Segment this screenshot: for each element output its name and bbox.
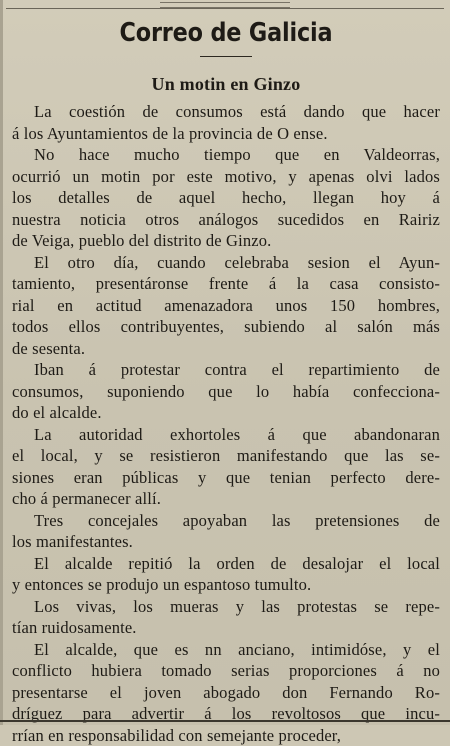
article-paragraph <box>12 596 440 639</box>
article-line: El alcalde, que es nn anciano, intimidóse, y el <box>12 639 440 661</box>
title-rule <box>200 56 252 57</box>
article-line: Tres concejales apoyaban las pretensiones de <box>12 510 440 532</box>
article-line: El alcalde repitió la orden de desalojar el local <box>12 553 440 575</box>
article-line: nuestra noticia otros análogos sucedidos en Rairiz <box>12 209 440 231</box>
article-line: todos ellos contribuyentes, subiendo al salón más <box>12 316 440 338</box>
article-line: de sesenta. <box>12 338 440 360</box>
page-edge <box>0 0 3 725</box>
article-paragraph <box>12 424 440 510</box>
article-line: ocurrió un motin por este motivo, y apenas olvi lados <box>12 166 440 188</box>
article-line: El otro día, cuando celebraba sesion el Ayun- <box>12 252 440 274</box>
article-paragraph <box>12 101 440 144</box>
article-paragraph <box>12 553 440 596</box>
article-line: consumos, suponiendo que lo había confecciona- <box>12 381 440 403</box>
article-line: y entonces se produjo un espantoso tumulto. <box>12 574 440 596</box>
article-body <box>12 101 440 746</box>
bottom-rule <box>0 720 450 722</box>
article-paragraph <box>12 510 440 553</box>
article-paragraph <box>12 144 440 252</box>
article-line: rial en actitud amenazadora unos 150 hombres, <box>12 295 440 317</box>
article-line: presentarse el joven abogado don Fernando Ro- <box>12 682 440 704</box>
article-line: Los vivas, los mueras y las protestas se repe- <box>12 596 440 618</box>
article-line: No hace mucho tiempo que en Valdeorras, <box>12 144 440 166</box>
article-line: tamiento, presentáronse frente á la casa consisto- <box>12 273 440 295</box>
article-line: Iban á protestar contra el repartimiento de <box>12 359 440 381</box>
article-line: los manifestantes. <box>12 531 440 553</box>
article-paragraph <box>12 252 440 360</box>
section-title: Correo de Galicia <box>42 0 410 51</box>
article-headline: Un motin en Ginzo <box>12 72 440 96</box>
article-line: tían ruidosamente. <box>12 617 440 639</box>
article-line: el local, y se resistieron manifestando que las se- <box>12 445 440 467</box>
article-line: conflicto hubiera tomado serias proporciones á no <box>12 660 440 682</box>
article-line: de Veiga, pueblo del distrito de Ginzo. <box>12 230 440 252</box>
article-line: siones eran públicas y que tenian perfecto dere- <box>12 467 440 489</box>
article-line: do el alcalde. <box>12 402 440 424</box>
article-paragraph <box>12 639 440 746</box>
article-line: los detalles de aquel hecho, llegan hoy á <box>12 187 440 209</box>
article-line: rrían en responsabilidad con semejante proceder, <box>12 725 440 746</box>
article-line: La autoridad exhortoles á que abandonaran <box>12 424 440 446</box>
article-line: á los Ayuntamientos de la provincia de O ense. <box>12 123 440 145</box>
article-line: dríguez para advertir á los revoltosos que incu- <box>12 703 440 725</box>
article-line: La coestión de consumos está dando que hacer <box>12 101 440 123</box>
article-line: cho á permanecer allí. <box>12 488 440 510</box>
article-paragraph <box>12 359 440 424</box>
